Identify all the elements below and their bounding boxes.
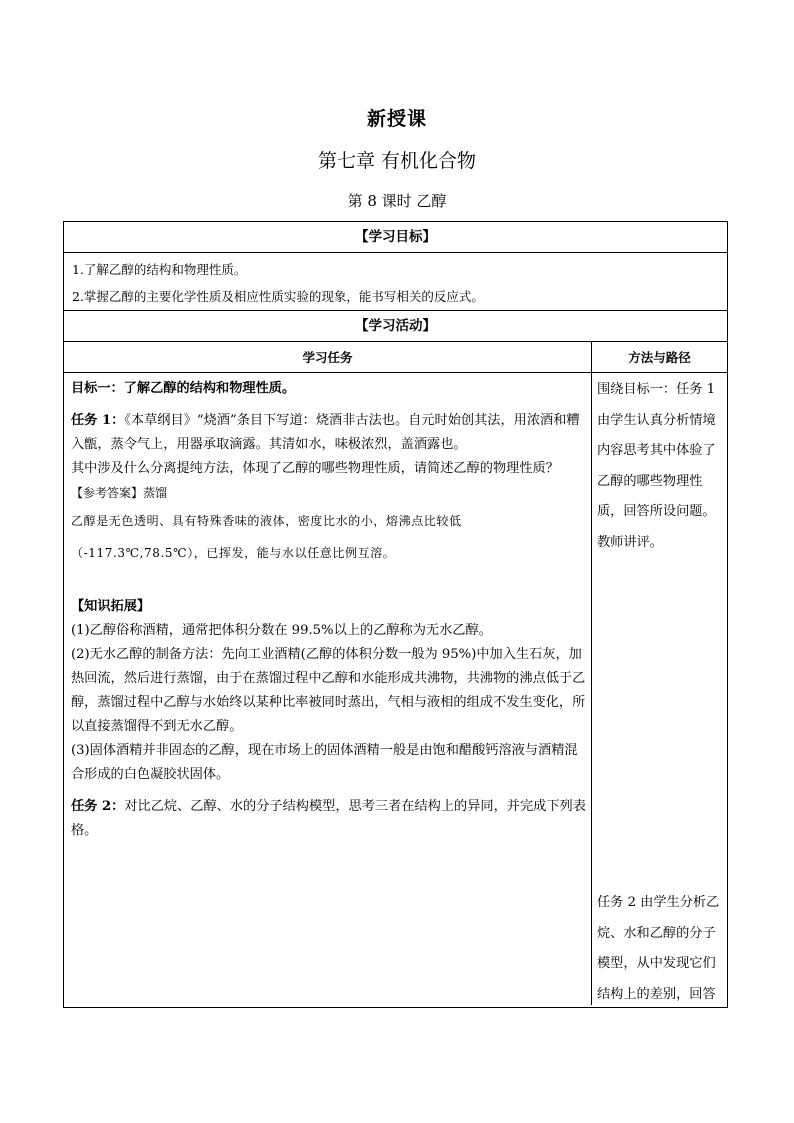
objectives-list	[64, 253, 727, 311]
extension-item: (1)乙醇俗称酒精，通常把体积分数在 99.5%以上的乙醇称为无水乙醇。	[71, 623, 492, 638]
method-column	[592, 373, 727, 1005]
objective-item: 2.掌握乙醇的主要化学性质及相应性质实验的现象，能书写相关的反应式。	[72, 289, 484, 304]
chapter-title: 第七章 有机化合物	[317, 150, 477, 172]
lesson-title: 第 8 课时 乙醇	[347, 192, 447, 210]
col-header-method: 方法与路径	[628, 350, 691, 365]
method-note-2: 任务 2 由学生分析乙烷、水和乙醇的分子模型，从中发现它们结构上的差别，回答	[597, 895, 720, 1002]
method-note-1: 围绕目标一：任务 1 由学生认真分析情境内容思考其中体验了乙醇的哪些物理性质，回答所设问题。教师讲评。	[597, 382, 716, 550]
task2-text: 对比乙烷、乙醇、水的分子结构模型，思考三者在结构上的异同，并完成下列表格。	[71, 799, 586, 838]
lesson-table	[63, 221, 728, 1008]
answer-label: 【参考答案】蒸馏	[71, 486, 168, 500]
extension-heading: 【知识拓展】	[71, 599, 151, 614]
objective-item: 1.了解乙醇的结构和物理性质。	[72, 262, 247, 277]
activity-body	[64, 373, 727, 1005]
task-column	[64, 373, 592, 1005]
answer-text: 乙醇是无色透明、具有特殊香味的液体，密度比水的小，熔沸点比较低（-117.3℃,78.5℃），已挥发，能与水以任意比例互溶。	[71, 514, 462, 560]
task2-label: 任务 2：	[71, 799, 125, 814]
task1-text: 《本草纲目》“烧酒”条目下写道：烧酒非古法也。自元时始创其法，用浓酒和糟入甑，蒸令气上，用器承取滴露。其清如水，味极浓烈，盖酒露也。	[71, 413, 580, 452]
activities-heading: 【学习活动】	[64, 311, 727, 342]
col-header-task: 学习任务	[64, 342, 592, 372]
extension-item: (2)无水乙醇的制备方法：先向工业酒精(乙醇的体积分数一般为 95%)中加入生石灰，加热回流，然后进行蒸馏，由于在蒸馏过程中乙醇和水能形成共沸物，共沸物的沸点低于乙醇，蒸馏过程中乙醇与水始终以某种比率被同时蒸出，气相与液相的组成不发生变化，所以直接蒸馏得不到无水乙醇。	[71, 647, 586, 734]
task1-paragraph	[71, 409, 587, 457]
goal-one: 目标一：了解乙醇的结构和物理性质。	[71, 381, 296, 396]
task1-label: 任务 1：	[71, 413, 125, 428]
extension-item: (3)固体酒精并非固态的乙醇，现在市场上的固体酒精一般是由饱和醋酸钙溶液与酒精混合形成的白色凝胶状固体。	[71, 743, 578, 782]
objectives-heading: 【学习目标】	[64, 222, 727, 253]
page-title: 新授课	[366, 108, 427, 130]
column-headers	[64, 342, 727, 373]
task2-paragraph	[71, 795, 587, 843]
task1-question: 其中涉及什么分离提纯方法，体现了乙醇的哪些物理性质，请简述乙醇的物理性质？	[71, 461, 559, 476]
